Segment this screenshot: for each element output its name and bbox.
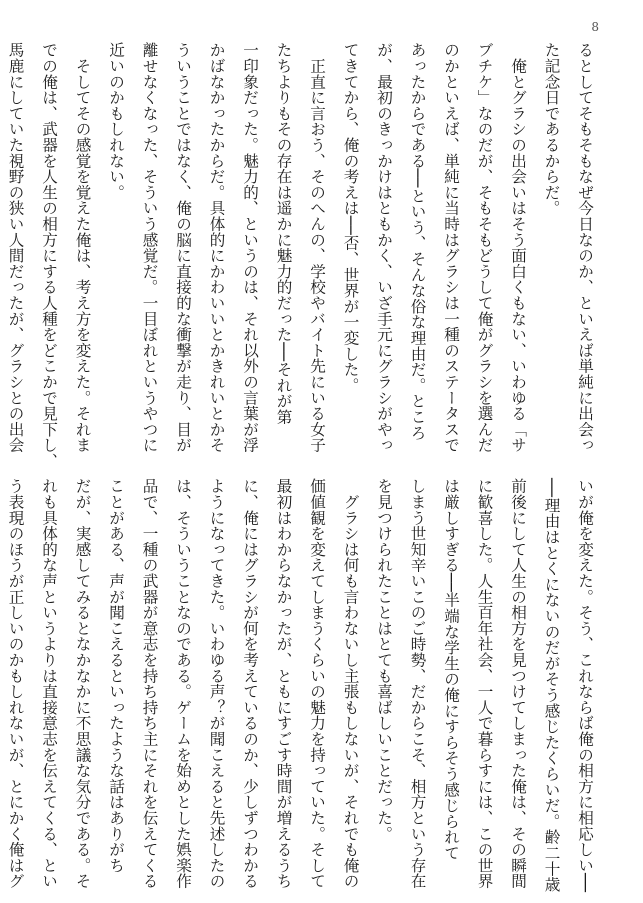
page-number: 8 <box>591 20 599 34</box>
text-line: ようになってきた。いわゆる声？が聞こえると先述したの <box>207 478 226 889</box>
text-line: 正直に言おう、そのへんの、学校やバイト先にいる女子 <box>308 42 326 453</box>
text-line: いが俺を変えた。そう、これならば俺の相方に相応しい── <box>576 478 594 893</box>
text-line: は、そういうことなのである。ゲームを始めとした娯楽作 <box>174 478 192 889</box>
text-line: 最初はわからなかったが、ともにすごす時間が増えるうち <box>274 478 293 889</box>
text-line: かばなかったからだ。具体的にかわいいとかきれいとかそ <box>207 42 226 453</box>
text-line: 俺とグラシの出会いはそう面白くもない、いわゆる「サ <box>509 42 527 453</box>
text-line: てきてから、俺の考えは──否、世界が一変した。 <box>341 42 360 393</box>
text-line: う表現のほうが正しいのかもしれないが、とにかく俺はグ <box>6 478 25 889</box>
text-line: だが、実感してみるとなかなかに不思議な気分である。そ <box>73 478 92 889</box>
text-line: ことがある、声が聞こえるといったような話はありがち <box>107 478 125 873</box>
text-line: たちよりもその存在は遥かに魅力的だった──それが第 <box>274 42 293 425</box>
text-line: あったからである──という、そんな俗な理由だ。ところ <box>408 42 427 441</box>
text-line: に、俺にはグラシが何を考えているのか、少しずつわかる <box>241 478 259 889</box>
text-line: ういうことではなく、俺の脳に直接的な衝撃が走り、目が <box>174 42 192 453</box>
text-line: 品で、一種の武器が意志を持ち持ち主にそれを伝えてくる <box>140 478 159 889</box>
text-line: 近いのかもしれない。 <box>107 42 125 200</box>
text-line: 離せなくなった、そういう感覚だ。一目ぼれというやつに <box>140 42 159 453</box>
text-line: に歓喜した。人生百年社会、一人で暮らすには、この世界 <box>475 478 494 889</box>
text-line: 馬鹿にしていた視野の狭い人間だったが、グラシとの出会 <box>6 42 25 453</box>
text-line: での俺は、武器を人生の相方にする人種をどこかで見下し、 <box>40 42 58 469</box>
text-line: れも具体的な声というよりは直接意志を伝えてくる、とい <box>40 478 58 889</box>
lower-text-block <box>6 478 601 903</box>
upper-text-block <box>6 42 601 469</box>
text-line: を見つけられたことはとても喜ばしいことだった。 <box>375 478 393 842</box>
text-line: 前後にして人生の相方を見つけてしまった俺は、その瞬間 <box>509 478 527 889</box>
text-line: た記念日であるからだ。 <box>542 42 561 216</box>
text-line: 価値観を変えてしまうくらいの魅力を持っていた。そして <box>308 478 326 889</box>
text-line: のかといえば、単純に当時はグラシは一種のステータスで <box>442 42 460 453</box>
text-line: ──理由はとくにないのだがそう感じたくらいだ。齢二十歳 <box>542 478 561 893</box>
text-line: は厳しすぎる──半端な学生の俺にすらそう感じられて <box>442 478 460 861</box>
text-line: しまう世知辛いこのご時勢、だからこそ、相方という存在 <box>408 478 427 889</box>
text-line: グラシは何も言わないし主張もしないが、それでも俺の <box>341 478 360 889</box>
text-line: るとしてそもそもなぜ今日なのか、といえば単純に出会っ <box>576 42 594 453</box>
text-line: ブチケ」なのだが、そもそもどうして俺がグラシを選んだ <box>475 42 494 453</box>
text-line: 一印象だった。魅力的、というのは、それ以外の言葉が浮 <box>241 42 259 453</box>
text-line: が、最初のきっかけはともかく、いざ手元にグラシがやっ <box>375 42 393 453</box>
text-line: そしてその感覚を覚えた俺は、考え方を変えた。それま <box>73 42 92 453</box>
